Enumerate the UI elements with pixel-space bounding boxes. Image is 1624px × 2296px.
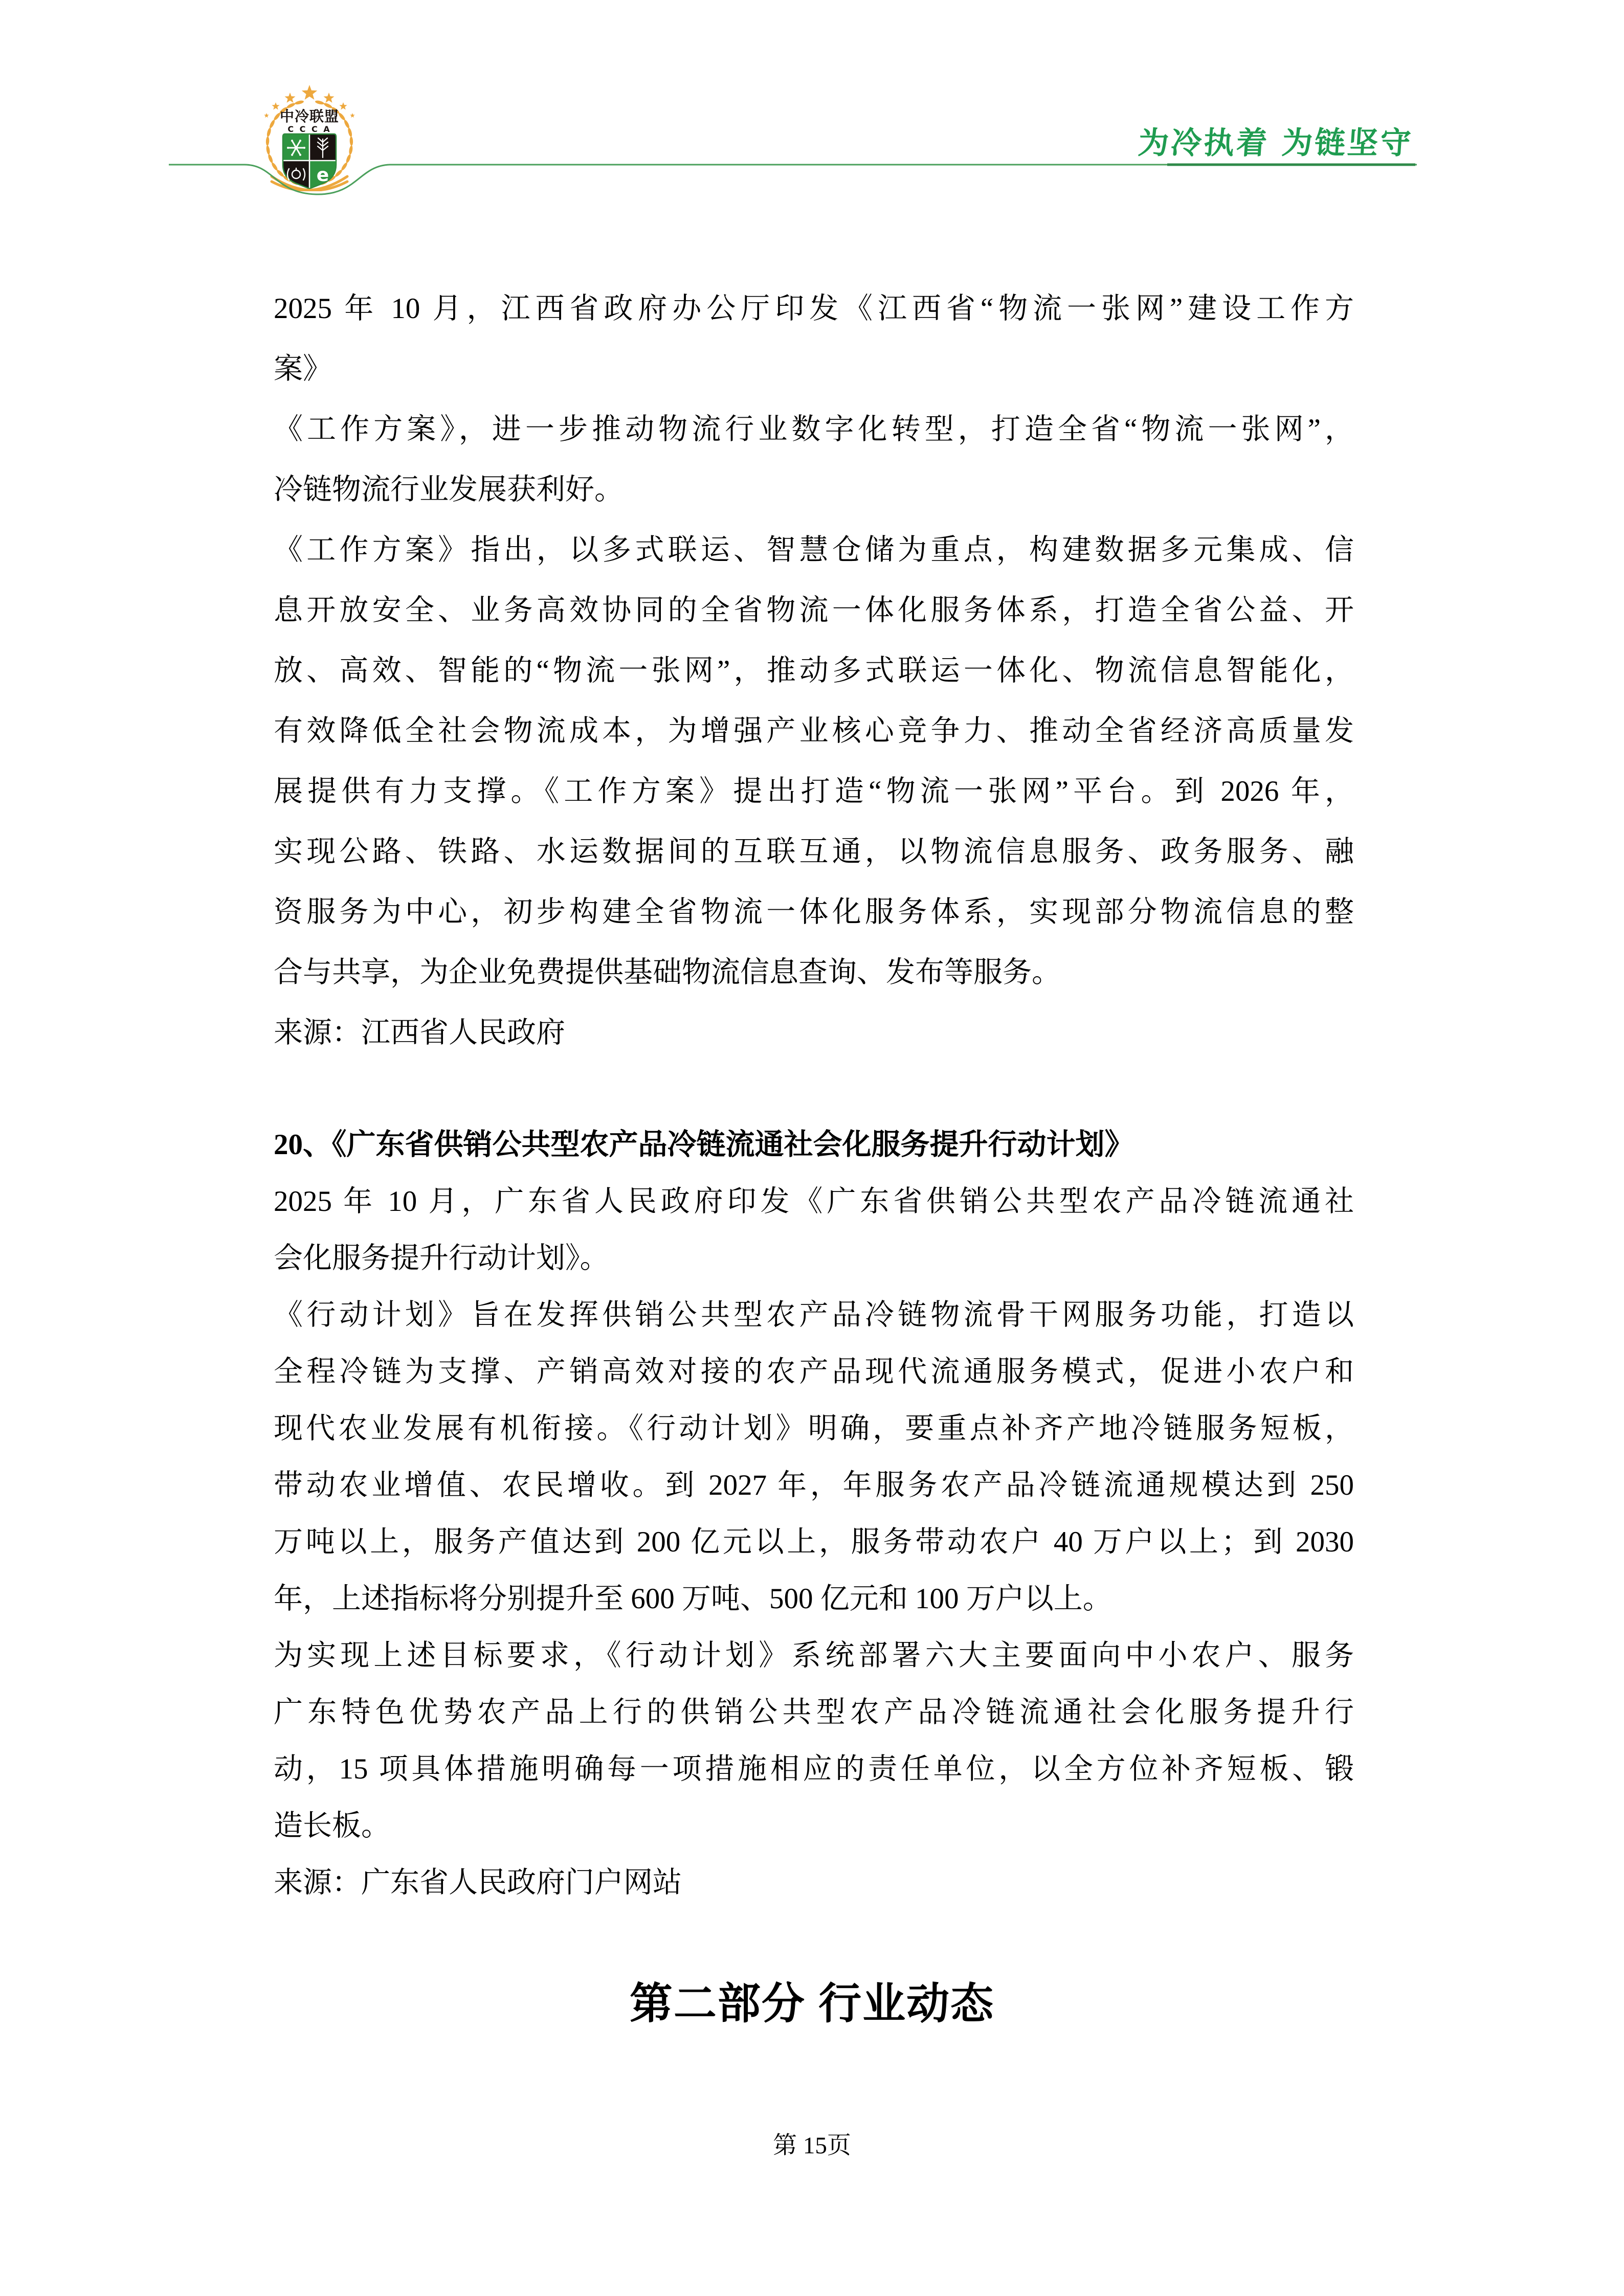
text-line: 会化服务提升行动计划》。: [274, 1242, 609, 1274]
text-line: 有效降低全社会物流成本，为增强产业核心竞争力、推动全省经济高质量发: [274, 715, 1354, 747]
text-line: 造长板。: [274, 1810, 390, 1842]
text-line: 来源：江西省人民政府: [274, 1017, 565, 1049]
text-line: 息开放安全、业务高效协同的全省物流一体化服务体系，打造全省公益、开: [274, 594, 1354, 626]
text-line: 合与共享，为企业免费提供基础物流信息查询、发布等服务。: [274, 956, 1061, 988]
text-line: 资服务为中心，初步构建全省物流一体化服务体系，实现部分物流信息的整: [274, 896, 1354, 928]
text-line: 放、高效、智能的“物流一张网”，推动多式联运一体化、物流信息智能化，: [274, 655, 1354, 687]
e-commerce-icon: e: [316, 165, 329, 186]
text-line: 带动农业增值、农民增收。到 2027 年，年服务农产品冷链流通规模达到 250: [274, 1469, 1354, 1501]
section-heading: 20、《广东省供销公共型农产品冷链流通社会化服务提升行动计划》: [274, 1129, 1134, 1161]
page-number: 第 15页: [773, 2132, 851, 2159]
text-line: 《工作方案》指出，以多式联运、智慧仓储为重点，构建数据多元集成、信: [274, 534, 1354, 566]
text-line: 广东特色优势农产品上行的供销公共型农产品冷链流通社会化服务提升行: [274, 1696, 1354, 1728]
text-line: 案》: [274, 353, 332, 385]
page-footer: [0, 2130, 1624, 2161]
header-slogan: 为冷执着 为链坚守: [1137, 125, 1414, 161]
text-line: 为实现上述目标要求，《行动计划》系统部署六大主要面向中小农户、服务: [274, 1639, 1354, 1672]
text-line: 冷链物流行业发展获利好。: [274, 474, 624, 506]
text-section-0: [274, 279, 1354, 1063]
text-line: 2025 年 10 月，广东省人民政府印发《广东省供销公共型农产品冷链流通社: [274, 1185, 1354, 1218]
text-line: 现代农业发展有机衔接。《行动计划》明确，要重点补齐产地冷链服务短板，: [274, 1412, 1354, 1445]
text-line: 年，上述指标将分别提升至 600 万吨、500 亿元和 100 万户以上。: [274, 1583, 1112, 1615]
header-rule: [169, 162, 1417, 202]
text-line: 万吨以上，服务产值达到 200 亿元以上，服务带动农户 40 万户以上；到 2030: [274, 1526, 1354, 1558]
text-line: 《行动计划》旨在发挥供销公共型农产品冷链物流骨干网服务功能，打造以: [274, 1299, 1354, 1331]
text-section-1: [274, 1116, 1354, 1911]
text-line: 展提供有力支撑。《工作方案》提出打造“物流一张网”平台。到 2026 年，: [274, 775, 1354, 807]
text-line: 来源：广东省人民政府门户网站: [274, 1866, 682, 1899]
text-line: 《工作方案》，进一步推动物流行业数字化转型，打造全省“物流一张网”，: [274, 413, 1354, 445]
text-line: 动，15 项具体措施明确每一项措施相应的责任单位，以全方位补齐短板、锻: [274, 1753, 1354, 1785]
part-title: 第二部分 行业动态: [629, 1979, 995, 2028]
text-line: 全程冷链为支撑、产销高效对接的农产品现代流通服务模式，促进小农户和: [274, 1356, 1354, 1388]
text-line: 2025 年 10 月，江西省政府办公厅印发《江西省“物流一张网”建设工作方: [274, 292, 1354, 325]
text-line: 实现公路、铁路、水运数据间的互联互通，以物流信息服务、政务服务、融: [274, 836, 1354, 868]
logo-org-name-cn: 中冷联盟: [279, 108, 340, 125]
logo-org-name-en: C C C A: [287, 124, 331, 134]
